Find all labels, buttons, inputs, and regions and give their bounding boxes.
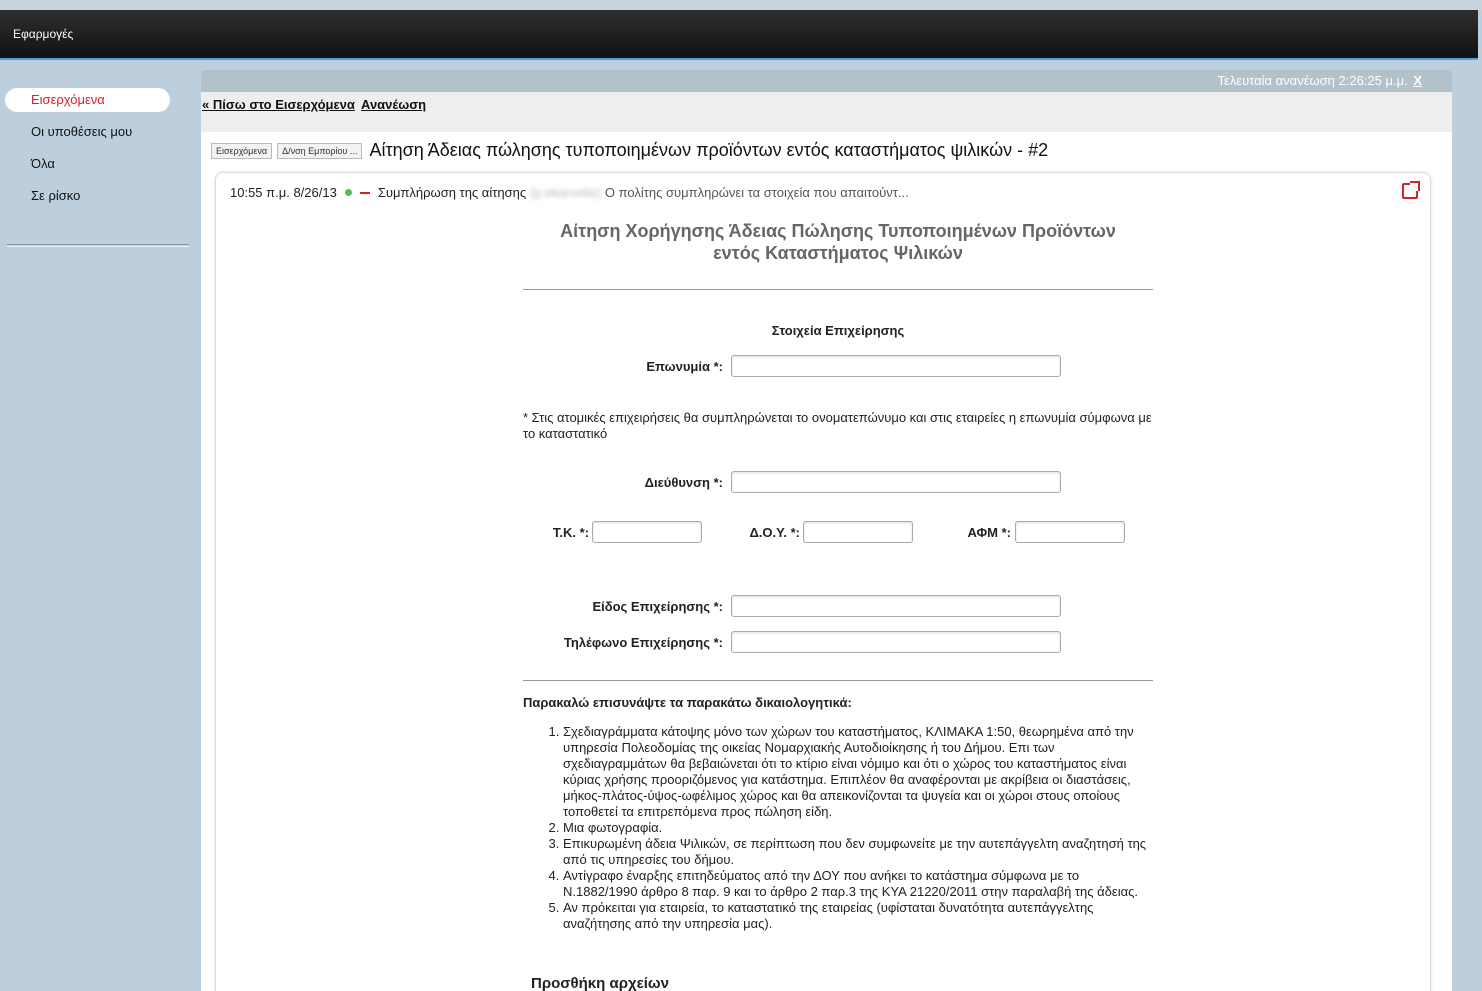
phone-label: Τηλέφωνο Επιχείρησης *: xyxy=(563,635,723,650)
list-item: 5. Αν πρόκειται για εταιρεία, το καταστατικό της εταιρείας (υφίσταται δυνατότητα αυτεπάγγελτης αναζήτησης από την υπηρεσία μας). xyxy=(563,900,1153,932)
name-input[interactable] xyxy=(731,355,1061,377)
main-panel xyxy=(201,70,1452,991)
business-type-label: Είδος Επιχείρησης *: xyxy=(592,599,723,614)
name-label: Επωνυμία *: xyxy=(646,359,723,374)
status-dot-icon xyxy=(345,189,352,196)
list-item: 1. Σχεδιαγράμματα κάτοψης μόνο των χώρων του καταστήματος, ΚΛΙΜΑΚΑ 1:50, θεωρημένα από την υπηρεσία Πολεοδομίας της οικείας Νομαρχιακής Αυτοδιοίκησης ή του Δήμου. Επι των σχεδιαγραμμάτων θα βεβαιώνεται ότι το κτίριο είναι νόμιμο και ότι ο χώρος του καταστήματος είναι κύριας χρήσης προοριζόμενος για κατάστημα. Επιπλέον θα αναφέρονται με ακρίβεια οι διαστάσεις, μήκος-πλάτος-ύψος-ωφέλιμος χώρος και θα απεικονίζονται τα ψυγεία και οι χώροι στους οποίους τοποθετεί τα επιτρεπόμενα προς πώληση είδη. xyxy=(563,724,1153,820)
apps-menu[interactable]: Εφαρμογές xyxy=(13,27,74,41)
business-type-input[interactable] xyxy=(731,595,1061,617)
name-note: * Στις ατομικές επιχειρήσεις θα συμπληρώνεται το ονοματεπώνυμο και στις εταιρείες η επωνυμία σύμφωνα με το καταστατικό xyxy=(523,410,1152,441)
nav-links xyxy=(202,97,429,112)
requirements-list xyxy=(563,724,1153,932)
afm-label: ΑΦΜ *: xyxy=(967,525,1011,540)
crumb-department[interactable]: Δ/νση Εμπορίου ... xyxy=(277,143,362,159)
address-label: Διεύθυνση *: xyxy=(644,475,723,490)
window-top-strip xyxy=(0,0,1482,10)
back-link[interactable]: « Πίσω στο Εισερχόμενα xyxy=(202,97,355,112)
requirements-title: Παρακαλώ επισυνάψτε τα παρακάτω δικαιολογητικά: xyxy=(523,695,852,710)
tk-label: Τ.Κ. *: xyxy=(552,525,589,540)
section-title: Στοιχεία Επιχείρησης xyxy=(771,323,905,338)
form-title-line2: εντός Καταστήματος Ψιλικών xyxy=(713,243,963,263)
entry-description: Ο πολίτης συμπληρώνει τα στοιχεία που απαιτούντ... xyxy=(604,185,909,200)
sidebar xyxy=(0,62,198,991)
address-input[interactable] xyxy=(731,471,1061,493)
last-update-label: Τελευταία ανανέωση 2:26:25 μ.μ. xyxy=(1217,73,1408,88)
entry-user: (p.ekarvelis) xyxy=(530,185,601,200)
divider xyxy=(523,289,1153,290)
entry-task: Συμπλήρωση της αίτησης xyxy=(377,185,527,200)
doy-label: Δ.Ο.Υ. *: xyxy=(749,525,800,540)
task-entry[interactable] xyxy=(230,185,909,200)
last-update-text xyxy=(1217,73,1422,88)
refresh-link[interactable]: Ανανέωση xyxy=(361,97,427,112)
task-panel xyxy=(215,172,1431,991)
doy-input[interactable] xyxy=(803,521,913,543)
afm-input[interactable] xyxy=(1015,521,1125,543)
sidebar-item-all[interactable]: Όλα xyxy=(31,156,55,171)
app-topbar xyxy=(0,10,1478,60)
entry-timestamp: 10:55 π.μ. 8/26/13 xyxy=(230,185,337,200)
popout-icon[interactable] xyxy=(1402,183,1418,199)
form-title-line1: Αίτηση Χορήγησης Άδειας Πώλησης Τυποποιημένων Προϊόντων xyxy=(560,221,1116,241)
close-button[interactable]: X xyxy=(1413,73,1422,88)
phone-input[interactable] xyxy=(731,631,1061,653)
divider xyxy=(523,680,1153,681)
next-section-title: Προσθήκη αρχείων xyxy=(531,975,669,991)
sidebar-item-at-risk[interactable]: Σε ρίσκο xyxy=(31,188,81,203)
tk-input[interactable] xyxy=(592,521,702,543)
breadcrumb xyxy=(211,140,1048,161)
sidebar-divider xyxy=(7,244,189,247)
sidebar-item-my-cases[interactable]: Οι υποθέσεις μου xyxy=(31,124,133,139)
list-item: 2. Μια φωτογραφία. xyxy=(563,820,1153,836)
minus-icon[interactable] xyxy=(360,192,370,194)
case-body xyxy=(201,132,1452,991)
sidebar-item-inbox[interactable]: Εισερχόμενα xyxy=(5,88,170,112)
crumb-inbox[interactable]: Εισερχόμενα xyxy=(211,143,272,159)
form-title xyxy=(523,220,1153,264)
main-header xyxy=(201,70,1452,92)
list-item: 3. Επικυρωμένη άδεια Ψιλικών, σε περίπτωση που δεν συμφωνείτε με την αυτεπάγγελτη αναζητησή της από τις υπηρεσίες του δήμου. xyxy=(563,836,1153,868)
list-item: 4. Αντίγραφο έναρξης επιτηδεύματος από την ΔΟΥ που ανήκει το κατάστημα σύμφωνα με το Ν.1882/1990 άρθρο 8 παρ. 9 και το άρθρο 2 παρ.3 της ΚΥΑ 21220/2011 στην παραλαβή της άδειας. xyxy=(563,868,1153,900)
case-title: Αίτηση Άδειας πώλησης τυποποιημένων προϊόντων εντός καταστήματος ψιλικών - #2 xyxy=(369,140,1049,160)
